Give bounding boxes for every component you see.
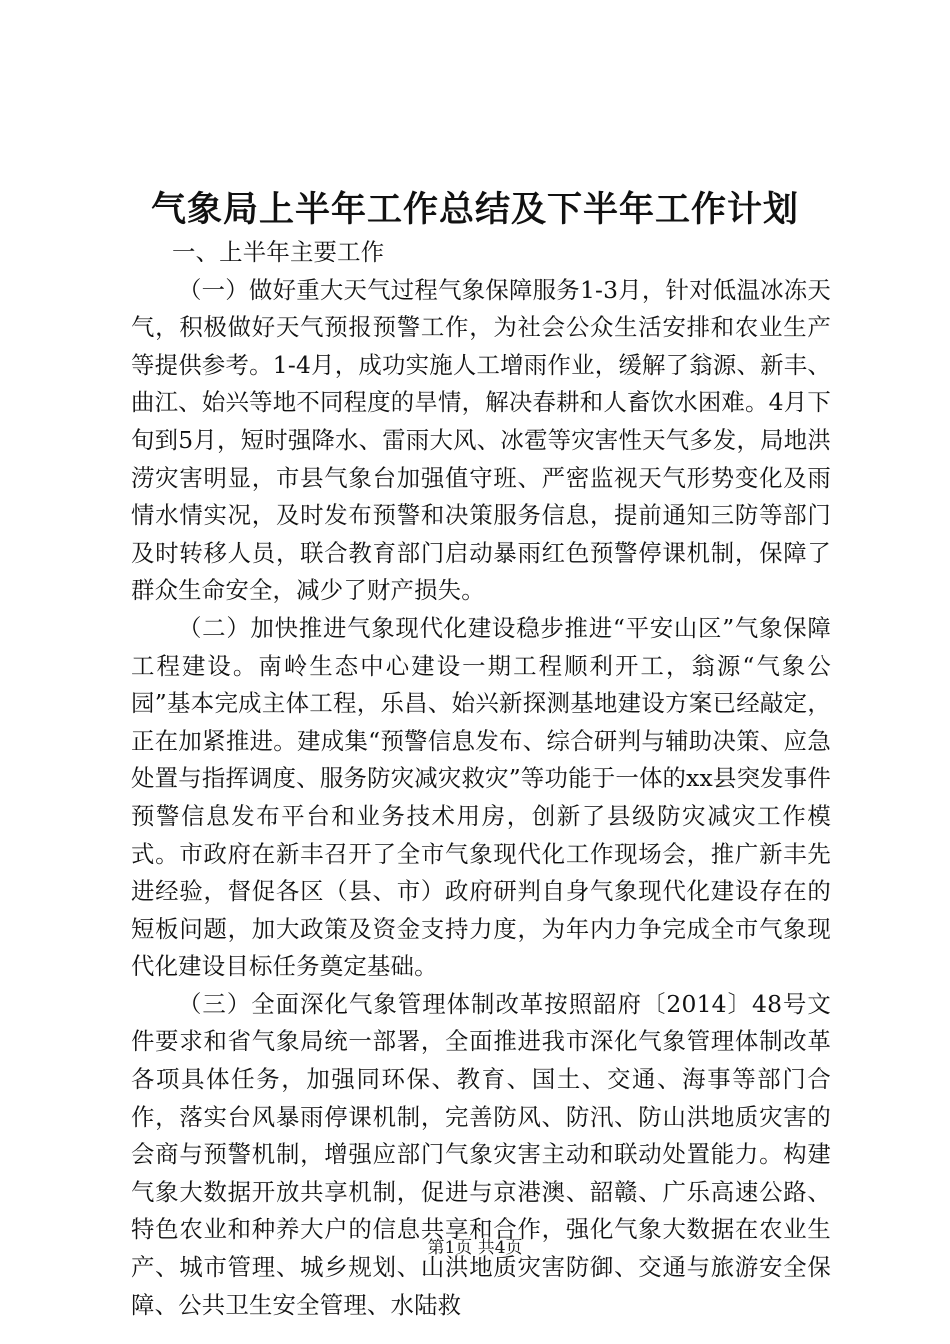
page-number-footer: 第1页 共4页 — [427, 1238, 523, 1258]
document-title: 气象局上半年工作总结及下半年工作计划 — [150, 189, 799, 230]
paragraph-3: （三）全面深化气象管理体制改革按照韶府〔2014〕48号文件要求和省气象局统一部署，全面推进我市深化气象管理体制改革各项具体任务，加强同环保、教育、国土、交通、海事等部门合作，落实台风暴雨停课机制，完善防风、防汛、防山洪地质灾害的会商与预警机制，增强应部门气象灾害主动和联动处置能力。构建气象大数据开放共享机制，促进与京港澳、韶赣、广乐高速公路、特色农业和种养大户的信息共享和合作，强化气象大数据在农业生产、城市管理、城乡规划、山洪地质灾害防御、交通与旅游安全保障、公共卫生安全管理、水陆救 — [131, 989, 831, 1319]
paragraph-2: （二）加快推进气象现代化建设稳步推进“平安山区”气象保障工程建设。南岭生态中心建设一期工程顺利开工，翁源“气象公园”基本完成主体工程，乐昌、始兴新探测基地建设方案已经敲定，正在加紧推进。建成集“预警信息发布、综合研判与辅助决策、应急处置与指挥调度、服务防灾减灾救灾”等功能于一体的xx县突发事件预警信息发布平台和业务技术用房，创新了县级防灾减灾工作模式。市政府在新丰召开了全市气象现代化工作现场会，推广新丰先进经验，督促各区（县、市）政府研判自身气象现代化建设存在的短板问题，加大政策及资金支持力度，为年内力争完成全市气象现代化建设目标任务奠定基础。 — [131, 613, 831, 981]
section-heading: 一、上半年主要工作 — [172, 238, 385, 266]
paragraph-1: （一）做好重大天气过程气象保障服务1-3月，针对低温冰冻天气，积极做好天气预报预警工作，为社会公众生活安排和农业生产等提供参考。1-4月，成功实施人工增雨作业，缓解了翁源、新丰、曲江、始兴等地不同程度的旱情，解决春耕和人畜饮水困难。4月下旬到5月，短时强降水、雷雨大风、冰雹等灾害性天气多发，局地洪涝灾害明显，市县气象台加强值守班、严密监视天气形势变化及雨情水情实况，及时发布预警和决策服务信息，提前通知三防等部门及时转移人员，联合教育部门启动暴雨红色预警停课机制，保障了群众生命安全，减少了财产损失。 — [131, 275, 831, 605]
document-body — [131, 234, 831, 1324]
